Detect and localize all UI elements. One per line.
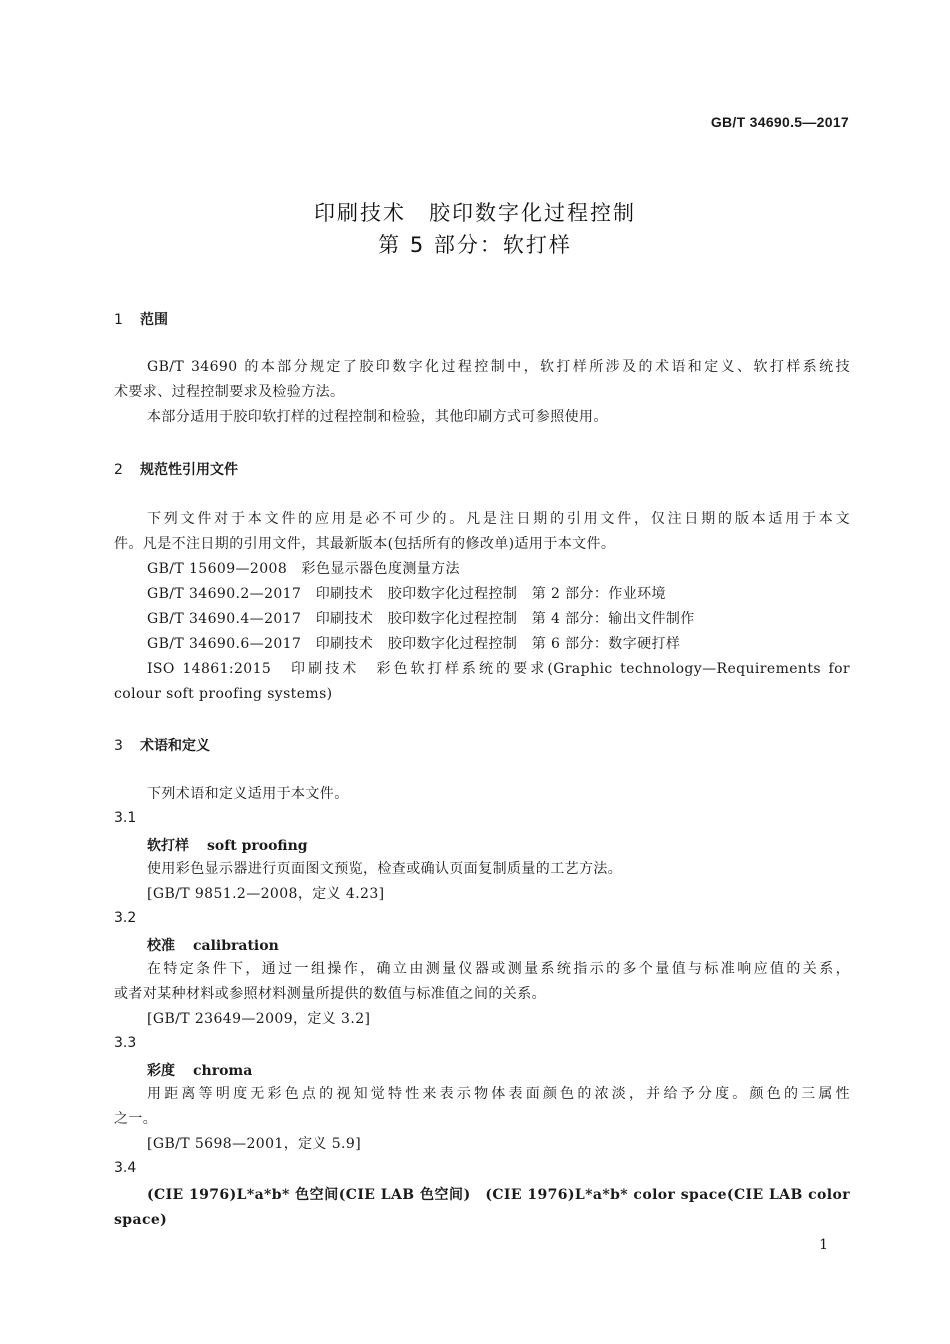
reference-item: ISO 14861:2015 印刷技术 彩色软打样系统的要求(Graphic technology—Requirements for bbox=[147, 661, 850, 677]
section-number: 1 bbox=[114, 312, 123, 328]
term-chinese: 软打样 bbox=[147, 838, 189, 854]
reference-item: GB/T 34690.4—2017 印刷技术 胶印数字化过程控制 第 4 部分：输出文件制作 bbox=[147, 611, 695, 627]
term-definition: 用距离等明度无彩色点的视知觉特性来表示物体表面颜色的浓淡，并给予分度。颜色的三属性 bbox=[147, 1086, 850, 1102]
standard-code: GB/T 34690.5—2017 bbox=[710, 114, 849, 130]
term-title bbox=[147, 835, 308, 855]
term-chinese: 彩度 bbox=[147, 1063, 175, 1079]
section-number: 2 bbox=[114, 462, 123, 478]
document-title: 印刷技术 胶印数字化过程控制 bbox=[314, 201, 636, 225]
paragraph: 本部分适用于胶印软打样的过程控制和检验，其他印刷方式可参照使用。 bbox=[147, 409, 608, 425]
section-number: 3 bbox=[114, 738, 123, 754]
term-title bbox=[147, 1060, 252, 1080]
term-title-continuation: space) bbox=[114, 1212, 168, 1228]
term-source: [GB/T 23649—2009，定义 3.2] bbox=[147, 1011, 371, 1027]
section-heading-normative-references bbox=[114, 459, 238, 479]
document-subtitle: 第 5 部分：软打样 bbox=[378, 233, 572, 257]
section-title: 术语和定义 bbox=[140, 738, 210, 754]
term-definition-continuation: 之一。 bbox=[114, 1111, 158, 1127]
section-heading-scope bbox=[114, 309, 168, 329]
term-number: 3.1 bbox=[114, 810, 137, 826]
term-source: [GB/T 5698—2001，定义 5.9] bbox=[147, 1136, 362, 1152]
term-definition: 使用彩色显示器进行页面图文预览，检查或确认页面复制质量的工艺方法。 bbox=[147, 861, 623, 877]
term-english: chroma bbox=[193, 1063, 253, 1079]
term-english: calibration bbox=[193, 938, 279, 954]
term-definition: 在特定条件下，通过一组操作，确立由测量仪器或测量系统指示的多个量值与标准响应值的关系， bbox=[147, 961, 850, 977]
paragraph-line: 术要求、过程控制要求及检验方法。 bbox=[114, 384, 345, 400]
section-title: 范围 bbox=[140, 312, 168, 328]
paragraph: 下列术语和定义适用于本文件。 bbox=[147, 786, 349, 802]
paragraph-line: 下列文件对于本文件的应用是必不可少的。凡是注日期的引用文件，仅注日期的版本适用于本文 bbox=[147, 511, 850, 527]
term-english: soft proofing bbox=[207, 838, 308, 854]
reference-item: GB/T 34690.2—2017 印刷技术 胶印数字化过程控制 第 2 部分：作业环境 bbox=[147, 586, 666, 602]
term-number: 3.4 bbox=[114, 1160, 137, 1176]
term-title: (CIE 1976)L*a*b* 色空间(CIE LAB 色空间) (CIE 1976)L*a*b* color space(CIE LAB color bbox=[147, 1187, 850, 1203]
reference-item: GB/T 15609—2008 彩色显示器色度测量方法 bbox=[147, 561, 460, 577]
term-chinese: 校准 bbox=[147, 938, 175, 954]
term-source: [GB/T 9851.2—2008，定义 4.23] bbox=[147, 886, 385, 902]
term-definition-continuation: 或者对某种材料或参照材料测量所提供的数值与标准值之间的关系。 bbox=[114, 986, 546, 1002]
page-number: 1 bbox=[819, 1237, 828, 1253]
section-heading-terms bbox=[114, 735, 210, 755]
section-title: 规范性引用文件 bbox=[140, 462, 238, 478]
paragraph-line: GB/T 34690 的本部分规定了胶印数字化过程控制中，软打样所涉及的术语和定义、软打样系统技 bbox=[147, 359, 850, 375]
term-title bbox=[147, 935, 279, 955]
reference-item-continuation: colour soft proofing systems) bbox=[114, 686, 333, 702]
term-number: 3.2 bbox=[114, 910, 137, 926]
term-number: 3.3 bbox=[114, 1035, 137, 1051]
reference-item: GB/T 34690.6—2017 印刷技术 胶印数字化过程控制 第 6 部分：数字硬打样 bbox=[147, 636, 681, 652]
paragraph-line: 件。凡是不注日期的引用文件，其最新版本(包括所有的修改单)适用于本文件。 bbox=[114, 536, 616, 552]
